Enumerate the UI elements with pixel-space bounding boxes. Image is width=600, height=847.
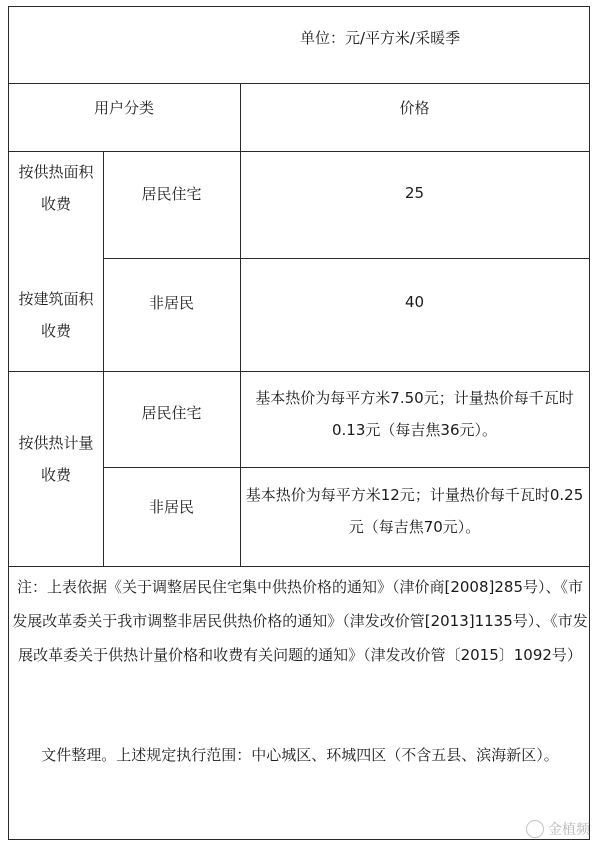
row-price-residential: 25 bbox=[404, 184, 425, 202]
table-border-bottom bbox=[8, 839, 590, 840]
group-label-meter: 按供热计量收费 bbox=[18, 434, 94, 484]
row-type-meter-nonresidential: 非居民 bbox=[148, 497, 194, 516]
row-divider bbox=[103, 467, 590, 468]
group-label-build-area: 按建筑面积收费 bbox=[18, 290, 94, 340]
row-divider bbox=[8, 566, 590, 567]
group-label-use-area: 按供热面积收费 bbox=[18, 163, 94, 213]
table-border-left bbox=[8, 6, 9, 840]
table-border-top bbox=[8, 6, 590, 7]
watermark-logo-icon bbox=[526, 820, 544, 838]
row-price-meter-nonresidential: 基本热价为每平方米12元；计量热价每千瓦时0.25元（每吉焦70元）。 bbox=[245, 486, 584, 536]
row-divider bbox=[8, 151, 590, 152]
header-price: 价格 bbox=[399, 98, 430, 117]
note-scope-text: 文件整理。上述规定执行范围：中心城区、环城四区（不含五县、滨海新区）。 bbox=[41, 746, 559, 764]
unit-label: 单位：元/平方米/采暖季 bbox=[300, 28, 461, 47]
row-divider bbox=[103, 258, 590, 259]
row-type-nonresidential: 非居民 bbox=[148, 293, 194, 312]
row-type-meter-residential: 居民住宅 bbox=[141, 403, 202, 422]
row-price-meter-residential: 基本热价为每平方米7.50元；计量热价每千瓦时0.13元（每吉焦36元）。 bbox=[255, 389, 574, 439]
note-text: 注：上表依据《关于调整居民住宅集中供热价格的通知》（津价商[2008]285号）、《市发展改革委关于我市调整非居民供热价格的通知》（津发改价管[2013]1135号）、《市发展改革委关于供热计量价格和收费有关问题的通知》（津发改价管〔2015〕1092号） bbox=[12, 578, 588, 664]
row-divider bbox=[8, 371, 590, 372]
row-price-nonresidential: 40 bbox=[404, 293, 425, 311]
table-border-right bbox=[589, 6, 590, 840]
row-type-residential: 居民住宅 bbox=[141, 184, 202, 203]
header-category: 用户分类 bbox=[93, 98, 154, 117]
watermark: 金植频 bbox=[526, 819, 590, 839]
